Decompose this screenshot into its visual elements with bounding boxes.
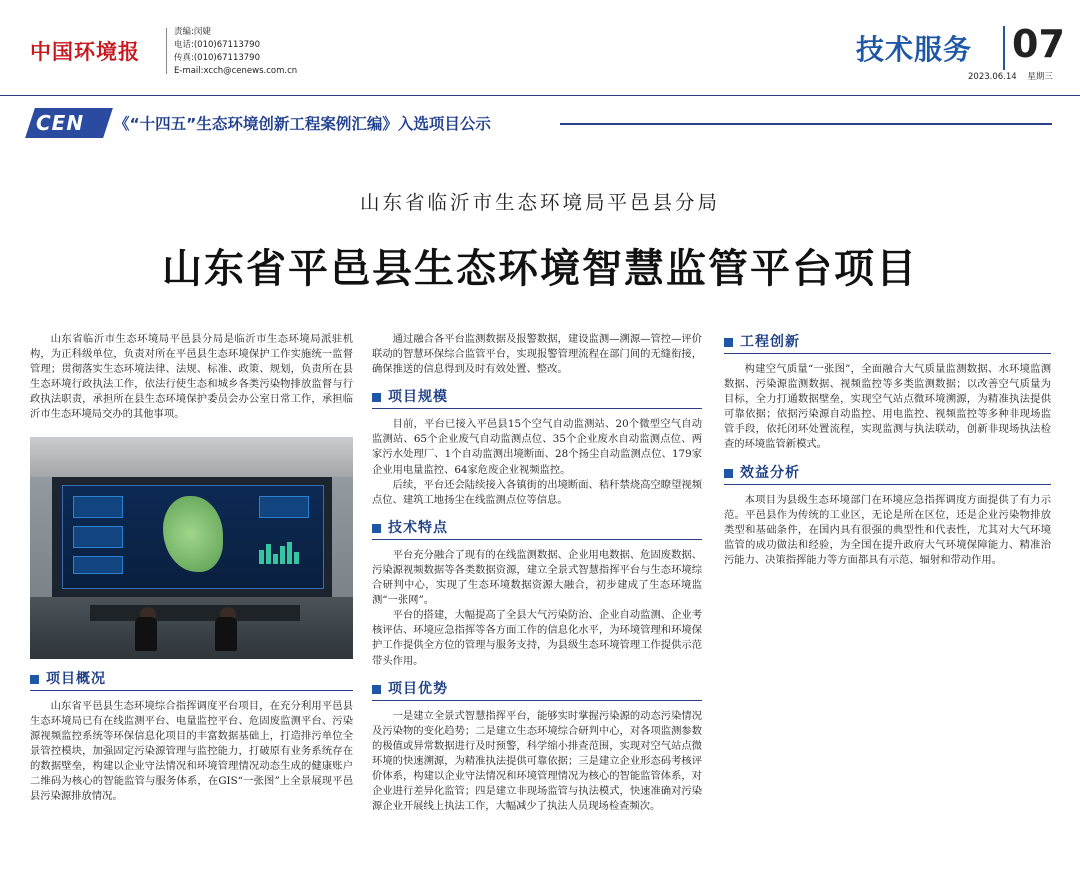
overview-paragraph: 山东省平邑县生态环境综合指挥调度平台项目，在充分利用平邑县生态环境局已有在线监测平台、电量监控平台、危固废监测平台、污染源视频监控系统等环保信息化项目的丰富数据基础上，打造排污单位全景管控模块，加强固定污染源管理与监控能力，打破原有业务系统存在的数据壁垒，构建以企业守法情况和环境管理情况动态生成的健康账户二维码为核心的智能监管与服务体系，在GIS“一张图”上全景展现平邑县污染源排放情况。	[30, 699, 353, 803]
section-title: 效益分析	[740, 464, 800, 481]
section-title: 项目规模	[388, 389, 448, 406]
section-head-scale	[372, 387, 702, 409]
section-head-overview	[30, 669, 353, 691]
photo-screen-bars	[259, 542, 313, 566]
column-2	[372, 332, 702, 859]
photo-screen-panel	[73, 556, 123, 574]
control-room-photo	[30, 437, 353, 659]
photo-ceiling	[30, 437, 353, 477]
section-name: 技术服务	[856, 33, 973, 66]
section-square-icon	[372, 393, 381, 402]
editor-phone: 电话:(010)67113790	[174, 40, 260, 50]
photo-screen-panel	[73, 496, 123, 518]
features-paragraph-2: 平台的搭建，大幅提高了全县大气污染防治、企业自动监测、企业考核评估、环境应急指挥等各方面工作的信息化水平，为环境管理和环境保护工作提供全方位的管理与服务支持，为县级生态环境管理工作提供示范带头作用。	[372, 609, 702, 667]
section-head-innovation	[724, 332, 1051, 354]
section-square-icon	[372, 524, 381, 533]
series-banner	[0, 108, 1080, 140]
section-head-advantages	[372, 679, 702, 701]
intro-paragraph: 山东省临沂市生态环境局平邑县分局是临沂市生态环境局派驻机构，为正科级单位，负责对所在平邑县生态环境保护工作实施统一监督管理；贯彻落实生态环境法律、法规、标准、政策、规划，负责所在县生态环境行政执法工作，依法行使生态和城乡各类污染物排放监督与行政执法职责，承担所在县生态环境保护委员会办公室日常工作，承担临沂市生态环境局交办的其他事项。	[30, 333, 353, 421]
scale-paragraph-1: 目前，平台已接入平邑县15个空气自动监测站、20个微型空气自动监测站、65个企业废气自动监测点位、35个企业废水自动监测点位、两家污水处理厂、1个自动监测出境断面、28个扬尘自动监测点位、179家企业用电量监控、64家危废企业视频监控。	[372, 418, 702, 476]
article-headline: 山东省平邑县生态环境智慧监管平台项目	[162, 246, 918, 292]
section-head-features	[372, 518, 702, 540]
issue-date-line	[968, 70, 1053, 82]
section-square-icon	[30, 675, 39, 684]
photo-chair	[135, 617, 157, 651]
editor-info	[174, 26, 297, 78]
editor-email: E-mail:xcch@cenews.com.cn	[174, 66, 298, 76]
editor-name: 责编:闵婕	[174, 27, 211, 37]
article-kicker: 山东省临沂市生态环境局平邑县分局	[359, 191, 720, 214]
column-3	[724, 332, 1051, 568]
scale-paragraph-2: 后续，平台还会陆续接入各镇街的出境断面、秸秆禁烧高空瞭望视频点位、建筑工地扬尘在线监测点位等信息。	[372, 478, 702, 506]
section-square-icon	[372, 685, 381, 694]
photo-screen-panel	[73, 526, 123, 548]
issue-date: 2023.06.14	[968, 72, 1017, 82]
masthead	[0, 0, 1080, 96]
innovation-paragraph: 构建空气质量“一张图”，全面融合大气质量监测数据、水环境监测数据、污染源监测数据、视频监控等多类监测数据；以改善空气质量为目标，全力打通数据壁垒，实现空气站点微环境溯源，为精准执法提供可靠依据；依据污染源自动监控、用电监控、视频监控等多种非现场监管手段，依托闭环处置流程，实现监测与执法联动，创新非现场执法检查的环境监管新模式。	[724, 363, 1051, 451]
features-paragraph-1: 平台充分融合了现有的在线监测数据、企业用电数据、危固废数据、污染源视频数据等各类数据资源，建立全景式智慧指挥平台与生态环境综合研判中心，实现了生态环境数据资源大融合，初步建成了生态环境监测“一张网”。	[372, 548, 702, 607]
editor-fax: 传真:(010)67113790	[174, 53, 260, 63]
masthead-divider	[166, 28, 167, 74]
overview-paragraph-2: 通过融合各平台监测数据及报警数据，建设监测—溯源—管控—评价联动的智慧环保综合监管平台，实现报警管理流程在部门间的无缝衔接，确保推送的信息得到及时有效处置、整改。	[372, 333, 702, 376]
issue-weekday: 星期三	[1027, 72, 1053, 82]
series-title: 《“十四五”生态环境创新工程案例汇编》入选项目公示	[114, 115, 491, 133]
section-title: 项目概况	[46, 670, 106, 687]
section-title: 技术特点	[388, 519, 448, 536]
advantages-paragraph: 一是建立全景式智慧指挥平台，能够实时掌握污染源的动态污染情况及污染物的变化趋势；二是建立生态环境综合研判中心，对各项监测参数的极值或异常数据进行及时预警，科学缩小排查范围，实现对空气站点微环境的快速溯源，为精准执法提供可靠依据；三是建立企业形态码考核评价体系，构建以企业守法情况和环境管理情况为核心的智能监管体系，对企业进行差异化监管；四是建立非现场监管与执法模式，快速准确对污染源企业开展线上执法工作，大幅减少了执法人员现场检查频次。	[372, 709, 702, 813]
column-1	[30, 332, 353, 804]
cen-logo: CEN	[36, 111, 85, 135]
section-divider	[1003, 26, 1005, 70]
photo-map-shape	[163, 496, 223, 572]
section-head-benefits	[724, 463, 1051, 485]
photo-chair	[215, 617, 237, 651]
section-square-icon	[724, 469, 733, 478]
photo-dashboard-screen	[62, 485, 324, 589]
photo-desk	[90, 605, 300, 621]
photo-screen-panel	[259, 496, 309, 518]
section-title: 项目优势	[388, 680, 448, 697]
benefits-paragraph: 本项目为县级生态环境部门在环境应急指挥调度方面提供了有力示范。平邑县作为传统的工业区，无论是所在区位，还是企业污染物排放类型和基础条件，在国内具有很强的典型性和代表性，尤其对大气环境监管的成功做法和经验，为全国在提升政府大气环境保障能力、精准治污能力、决策指挥能力等方面都具有示范、辐射和带动作用。	[724, 493, 1051, 566]
banner-rule	[560, 123, 1052, 125]
newspaper-logo: 中国环境报	[30, 40, 140, 64]
section-square-icon	[724, 338, 733, 347]
page-number: 07	[1012, 22, 1065, 66]
section-title: 工程创新	[740, 333, 800, 350]
